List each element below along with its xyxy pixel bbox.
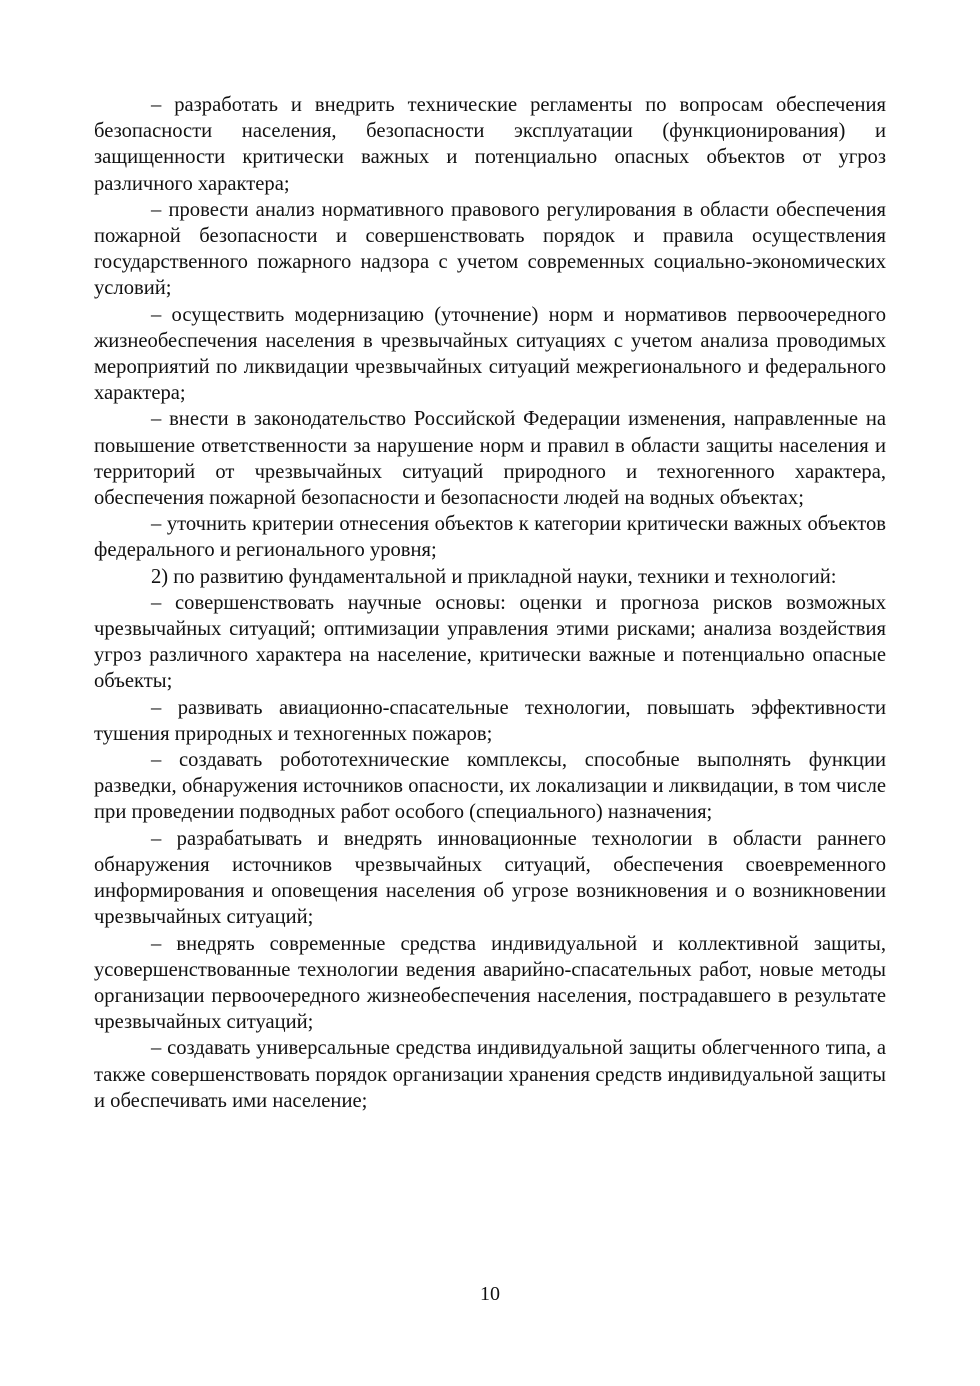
paragraph-3: – осуществить модернизацию (уточнение) норм и нормативов первоочередного жизнеобеспечения населения в чрезвычайных ситуациях с учетом анализа проводимых мероприятий по ликвидации чрезвычайных ситуаций межрегионального и федерального характера; bbox=[94, 303, 886, 405]
paragraph-11: – внедрять современные средства индивидуальной и коллективной защиты, усовершенствованные технологии ведения аварийно-спасательных работ, новые методы организации первоочередного жизнеобеспечения населения, пострадавшего в результате чрезвычайных ситуаций; bbox=[94, 932, 886, 1034]
page-body bbox=[94, 92, 886, 1114]
paragraph-1: – разработать и внедрить технические регламенты по вопросам обеспечения безопасности населения, безопасности эксплуатации (функционирования) и защищенности критически важных и потенциально опасных объектов от угроз различного характера; bbox=[94, 94, 886, 195]
paragraph-10: – разрабатывать и внедрять инновационные технологии в области раннего обнаружения источников чрезвычайных ситуаций, обеспечения своевременного информирования и оповещения населения об угрозе возникновения и о возникновении чрезвычайных ситуаций; bbox=[94, 827, 886, 929]
paragraph-9: – создавать робототехнические комплексы, способные выполнять функции разведки, обнаружения источников опасности, их локализации и ликвидации, в том числе при проведении подводных работ особого (специального) назначения; bbox=[94, 749, 886, 824]
paragraph-4: – внести в законодательство Российской Федерации изменения, направленные на повышение ответственности за нарушение норм и правил в области защиты населения и территорий от чрезвычайных ситуаций природного и техногенного характера, обеспечения пожарной безопасности и безопасности людей на водных объектах; bbox=[94, 408, 886, 510]
paragraph-2: – провести анализ нормативного правового регулирования в области обеспечения пожарной безопасности и совершенствовать порядок и правила осуществления государственного пожарного надзора с учетом современных социально-экономических условий; bbox=[94, 198, 886, 300]
page-number: 10 bbox=[480, 1283, 500, 1305]
paragraph-5: – уточнить критерии отнесения объектов к категории критически важных объектов федерального и регионального уровня; bbox=[94, 513, 886, 562]
paragraph-6: 2) по развитию фундаментальной и прикладной науки, техники и технологий: bbox=[151, 565, 837, 588]
paragraph-7: – совершенствовать научные основы: оценки и прогноза рисков возможных чрезвычайных ситуаций; оптимизации управления этими рисками; анализа воздействия угроз различного характера на население, критически важные и потенциально опасные объекты; bbox=[94, 591, 886, 693]
paragraph-12: – создавать универсальные средства индивидуальной защиты облегченного типа, а также совершенствовать порядок организации хранения средств индивидуальной защиты и обеспечивать ими население; bbox=[94, 1037, 886, 1112]
paragraph-8: – развивать авиационно-спасательные технологии, повышать эффективности тушения природных и техногенных пожаров; bbox=[94, 696, 886, 745]
